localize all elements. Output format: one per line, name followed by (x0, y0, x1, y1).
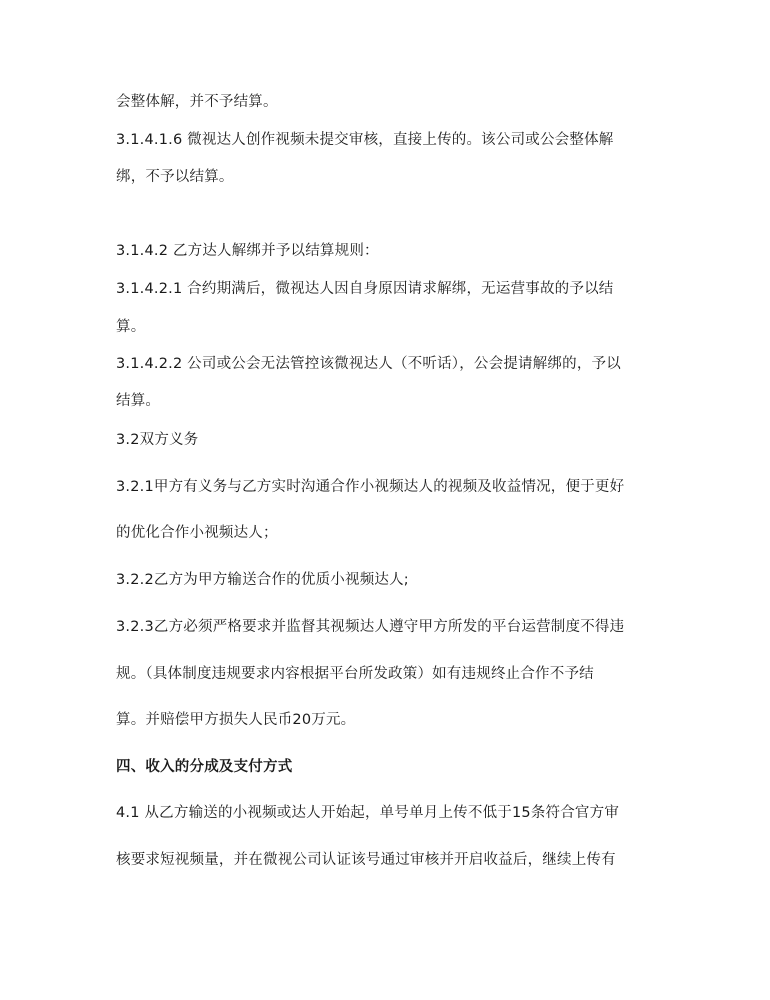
clause-3-2-1: 3.2.1甲方有义务与乙方实时沟通合作小视频达人的视频及收益情况，便于更好 (116, 479, 625, 495)
text-line: 算。 (116, 319, 146, 335)
text-line: 核要求短视频量，并在微视公司认证该号通过审核并开启收益后，继续上传有 (116, 852, 616, 868)
clause-3-1-4-2-1: 3.1.4.2.1 合约期满后，微视达人因自身原因请求解绑，无运营事故的予以结 (116, 281, 614, 297)
text-line: 会整体解，并不予结算。 (116, 94, 278, 110)
clause-3-2-2: 3.2.2乙方为甲方输送合作的优质小视频达人; (116, 572, 409, 588)
clause-3-1-4-1-6: 3.1.4.1.6 微视达人创作视频未提交审核，直接上传的。该公司或公会整体解 (116, 132, 614, 148)
clause-3-1-4-2-2: 3.1.4.2.2 公司或公会无法管控该微视达人（不听话），公会提请解绑的，予以 (116, 356, 621, 372)
clause-3-2-3: 3.2.3乙方必须严格要求并监督其视频达人遵守甲方所发的平台运营制度不得违 (116, 619, 625, 635)
text-line: 算。并赔偿甲方损失人民币20万元。 (116, 712, 356, 728)
clause-4-1: 4.1 从乙方输送的小视频或达人开始起，单号单月上传不低于15条符合官方审 (116, 805, 620, 821)
section-4-heading: 四、收入的分成及支付方式 (116, 759, 293, 775)
clause-3-1-4-2-heading: 3.1.4.2 乙方达人解绑并予以结算规则： (116, 243, 379, 259)
section-3-2-heading: 3.2双方义务 (116, 432, 199, 448)
text-line: 结算。 (116, 393, 161, 409)
text-line: 规。（具体制度违规要求内容根据平台所发政策）如有违规终止合作不予结 (116, 666, 594, 682)
text-line: 绑，不予以结算。 (116, 169, 234, 185)
text-line: 的优化合作小视频达人； (116, 525, 278, 541)
